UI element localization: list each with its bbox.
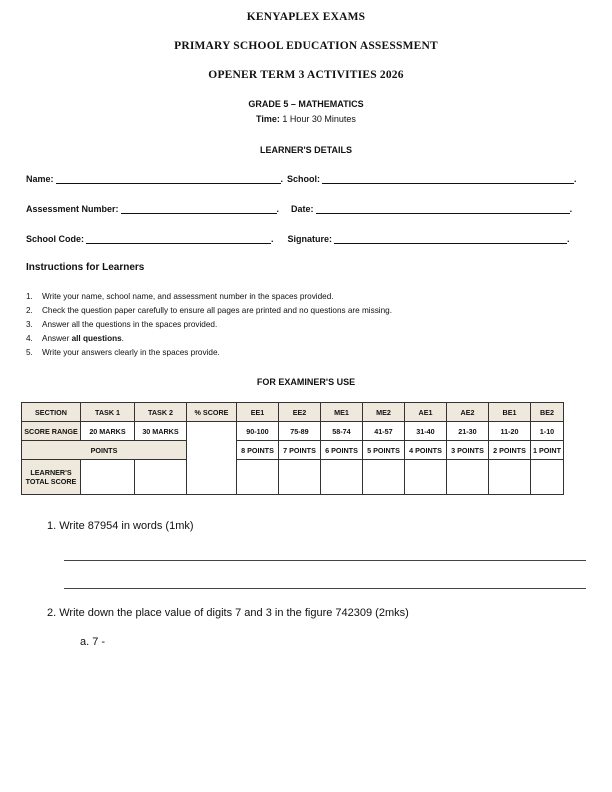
instruction-item: 1. Write your name, school name, and assessment number in the spaces provided. bbox=[26, 292, 334, 301]
school-label: School: bbox=[287, 174, 321, 184]
instruction-item: 5. Write your answers clearly in the spaces provide. bbox=[26, 348, 220, 357]
total-task1-cell[interactable] bbox=[81, 460, 135, 495]
date-label: Date: bbox=[291, 204, 314, 214]
table-row-score-range: SCORE RANGE 20 MARKS 30 MARKS 90-100 75-89 58-74 41-57 31-40 21-30 11-20 1-10 bbox=[22, 422, 564, 441]
fields-row-1 bbox=[26, 174, 576, 184]
question-2: 2. Write down the place value of digits 7 and 3 in the figure 742309 (2mks) bbox=[47, 607, 409, 619]
instruction-item: 2. Check the question paper carefully to ensure all pages are printed and no questions are missing. bbox=[26, 306, 392, 315]
table-row-section: SECTION TASK 1 TASK 2 % SCORE EE1 EE2 ME1 ME2 AE1 AE2 BE1 BE2 bbox=[22, 403, 564, 422]
assessment-number-label: Assessment Number: bbox=[26, 204, 119, 214]
instructions-title: Instructions for Learners bbox=[26, 262, 145, 273]
time-value: 1 Hour 30 Minutes bbox=[279, 114, 356, 124]
instructions-list bbox=[26, 290, 392, 360]
signature-label: Signature: bbox=[287, 234, 333, 244]
name-field[interactable]: Name: . bbox=[26, 174, 284, 184]
answer-line[interactable] bbox=[64, 588, 586, 589]
fields-row-2 bbox=[26, 204, 576, 214]
question-1: 1. Write 87954 in words (1mk) bbox=[47, 520, 194, 532]
table-row-points: POINTS 8 POINTS 7 POINTS 6 POINTS 5 POINTS 4 POINTS 3 POINTS 2 POINTS 1 POINT bbox=[22, 441, 564, 460]
exam-time bbox=[0, 114, 612, 124]
total-score-label: LEARNER'S TOTAL SCORE bbox=[22, 460, 81, 495]
date-field[interactable]: Date: . bbox=[291, 204, 573, 214]
answer-line[interactable] bbox=[64, 560, 586, 561]
exam-org-title: KENYAPLEX EXAMS bbox=[246, 11, 366, 23]
signature-field[interactable]: Signature: . bbox=[287, 234, 570, 244]
learner-details-heading: LEARNER'S DETAILS bbox=[260, 145, 352, 155]
name-label: Name: bbox=[26, 174, 54, 184]
examiner-table bbox=[21, 402, 564, 495]
assessment-number-field[interactable]: Assessment Number: . bbox=[26, 204, 280, 214]
time-label: Time: bbox=[256, 114, 280, 124]
fields-row-3 bbox=[26, 234, 576, 244]
school-field[interactable]: School: . bbox=[287, 174, 577, 184]
examiner-use-heading: FOR EXAMINER'S USE bbox=[256, 377, 356, 387]
assessment-title: PRIMARY SCHOOL EDUCATION ASSESSMENT bbox=[174, 40, 438, 52]
instruction-item: 4. Answer all questions. bbox=[26, 334, 124, 343]
school-code-field[interactable]: School Code: . bbox=[26, 234, 274, 244]
total-task2-cell[interactable] bbox=[135, 460, 187, 495]
term-title: OPENER TERM 3 ACTIVITIES 2026 bbox=[208, 69, 404, 81]
question-2a: a. 7 - bbox=[80, 636, 106, 648]
school-code-label: School Code: bbox=[26, 234, 84, 244]
table-row-total bbox=[22, 460, 564, 495]
grade-subject: GRADE 5 – MATHEMATICS bbox=[248, 99, 364, 109]
instruction-item: 3. Answer all the questions in the spaces provided. bbox=[26, 320, 218, 329]
percent-score-cell[interactable] bbox=[187, 422, 237, 495]
